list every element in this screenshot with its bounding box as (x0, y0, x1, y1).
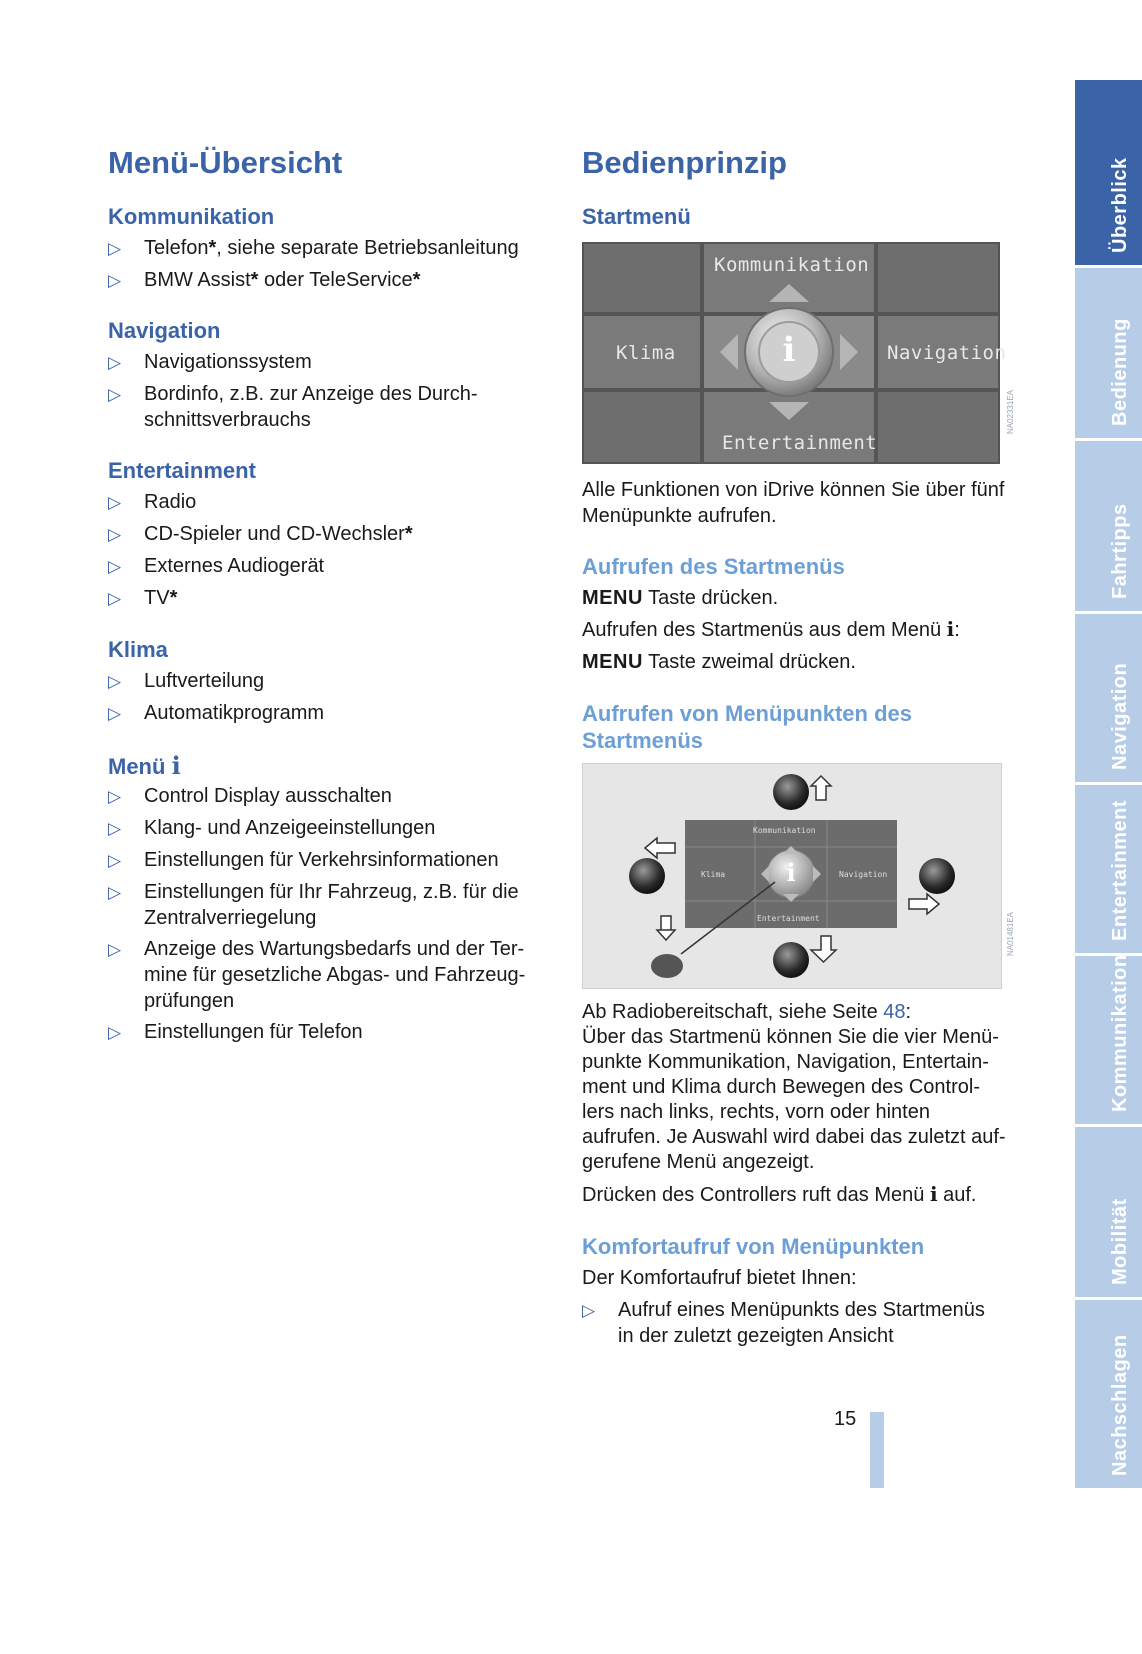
figure-code: NA01481EA (1006, 912, 1015, 957)
arrow-left-icon (720, 334, 738, 370)
arrow-right-icon (840, 334, 858, 370)
controller-left-icon (629, 858, 665, 894)
tab-fahrtipps[interactable]: Fahrtipps (1075, 441, 1142, 611)
triangle-bullet-icon: ▷ (108, 271, 122, 290)
fig2-label-right: Navigation (839, 870, 888, 879)
figure-code: NA02331EA (1006, 390, 1015, 435)
triangle-bullet-icon: ▷ (108, 493, 122, 512)
tab-navigation[interactable]: Navigation (1075, 614, 1142, 782)
section-heading-klima: Klima (108, 637, 168, 662)
tab-bedienung[interactable]: Bedienung (1075, 268, 1142, 438)
startmenu-figure (582, 242, 1007, 464)
triangle-bullet-icon: ▷ (582, 1301, 596, 1320)
fig2-label-top: Kommunikation (753, 826, 816, 835)
paragraph-line: lers nach links, rechts, vorn oder hinten (582, 1101, 930, 1123)
controller-directions-figure (582, 763, 1002, 989)
triangle-bullet-icon: ▷ (108, 1023, 122, 1042)
info-center-icon: i (786, 858, 796, 887)
heading-startmenu: Startmenü (582, 204, 691, 229)
press-controller-line: Drücken des Controllers ruft das Menü i auf. (582, 1182, 977, 1206)
intro-line-1: Alle Funktionen von iDrive können Sie über fünf (582, 479, 1005, 501)
triangle-bullet-icon: ▷ (108, 239, 122, 258)
info-menu-icon: i (171, 751, 181, 780)
section-heading-entertainment: Entertainment (108, 458, 256, 483)
arrow-press-icon (657, 916, 675, 940)
triangle-bullet-icon: ▷ (108, 787, 122, 806)
section-heading-kommunikation: Kommunikation (108, 204, 275, 229)
triangle-bullet-icon: ▷ (108, 557, 122, 576)
paragraph-line: ment und Klima durch Bewegen des Control- (582, 1076, 980, 1098)
page-number: 15 (834, 1408, 857, 1430)
info-center-icon: i (782, 330, 796, 370)
triangle-bullet-icon: ▷ (108, 589, 122, 608)
radio-reference-line: Ab Radiobereitschaft, siehe Seite 48: (582, 1001, 912, 1023)
heading-komfortaufruf: Komfortaufruf von Menüpunkten (582, 1234, 925, 1259)
menu-press-line: MENU Taste drücken. (582, 587, 779, 609)
triangle-bullet-icon: ▷ (108, 704, 122, 723)
fig2-label-left: Klima (701, 870, 726, 879)
intro-line-2: Menüpunkte aufrufen. (582, 505, 777, 527)
arrow-left-icon (645, 838, 675, 858)
controller-press-icon (651, 954, 683, 978)
section-heading-navigation: Navigation (108, 318, 221, 343)
triangle-bullet-icon: ▷ (108, 672, 122, 691)
menu-key-label: MENU (582, 587, 643, 609)
info-menu-icon: i (946, 617, 955, 641)
arrow-down-icon (769, 402, 809, 420)
section-heading-menu: Menü i (108, 751, 181, 780)
controller-right-icon (919, 858, 955, 894)
heading-aufrufen-startmenu: Aufrufen des Startmenüs (582, 554, 845, 579)
page-marker-bar (870, 1412, 884, 1488)
info-menu-icon: i (929, 1182, 938, 1206)
section-title-bedienprinzip: Bedienprinzip (582, 145, 787, 180)
controller-pull-icon (773, 942, 809, 978)
paragraph-line: gerufene Menü angezeigt. (582, 1151, 815, 1173)
tab-kommunikation[interactable]: Kommunikation (1075, 956, 1142, 1124)
triangle-bullet-icon: ▷ (108, 525, 122, 544)
controller-push-icon (773, 774, 809, 810)
triangle-bullet-icon: ▷ (108, 883, 122, 902)
heading-aufrufen-menupunkte: Aufrufen von Menüpunkten des Startmenüs (582, 701, 912, 753)
triangle-bullet-icon: ▷ (108, 940, 122, 959)
page-link[interactable]: 48 (883, 1001, 906, 1023)
fig-label-right: Navigation (887, 342, 1007, 364)
menu-key-label: MENU (582, 651, 643, 673)
arrow-down-icon (811, 936, 836, 962)
tab-nachschlagen[interactable]: Nachschlagen (1075, 1300, 1142, 1488)
triangle-bullet-icon: ▷ (108, 851, 122, 870)
tab-mobilitaet[interactable]: Mobilität (1075, 1127, 1142, 1297)
triangle-bullet-icon: ▷ (108, 385, 122, 404)
menu-press-twice-line: MENU Taste zweimal drücken. (582, 651, 856, 673)
triangle-bullet-icon: ▷ (108, 819, 122, 838)
paragraph-line: aufrufen. Je Auswahl wird dabei das zuletzt auf- (582, 1126, 1006, 1148)
menu-from-info-line: Aufrufen des Startmenüs aus dem Menü i: (582, 617, 960, 641)
tab-ueberblick[interactable]: Überblick (1075, 80, 1142, 265)
fig-label-left: Klima (616, 342, 676, 364)
arrow-up-icon (769, 284, 809, 302)
arrow-right-icon (909, 894, 939, 914)
tab-entertainment[interactable]: Entertainment (1075, 785, 1142, 953)
triangle-bullet-icon: ▷ (108, 353, 122, 372)
fig2-label-bottom: Entertainment (757, 914, 820, 923)
paragraph-line: Über das Startmenü können Sie die vier Menü- (582, 1026, 999, 1048)
komfort-intro: Der Komfortaufruf bietet Ihnen: (582, 1267, 857, 1289)
page-title: Menü-Übersicht (108, 145, 343, 180)
arrow-up-icon (811, 776, 831, 800)
paragraph-line: punkte Kommunikation, Navigation, Entertain- (582, 1051, 989, 1073)
fig-label-bottom: Entertainment (722, 432, 878, 454)
fig-label-top: Kommunikation (714, 254, 870, 276)
